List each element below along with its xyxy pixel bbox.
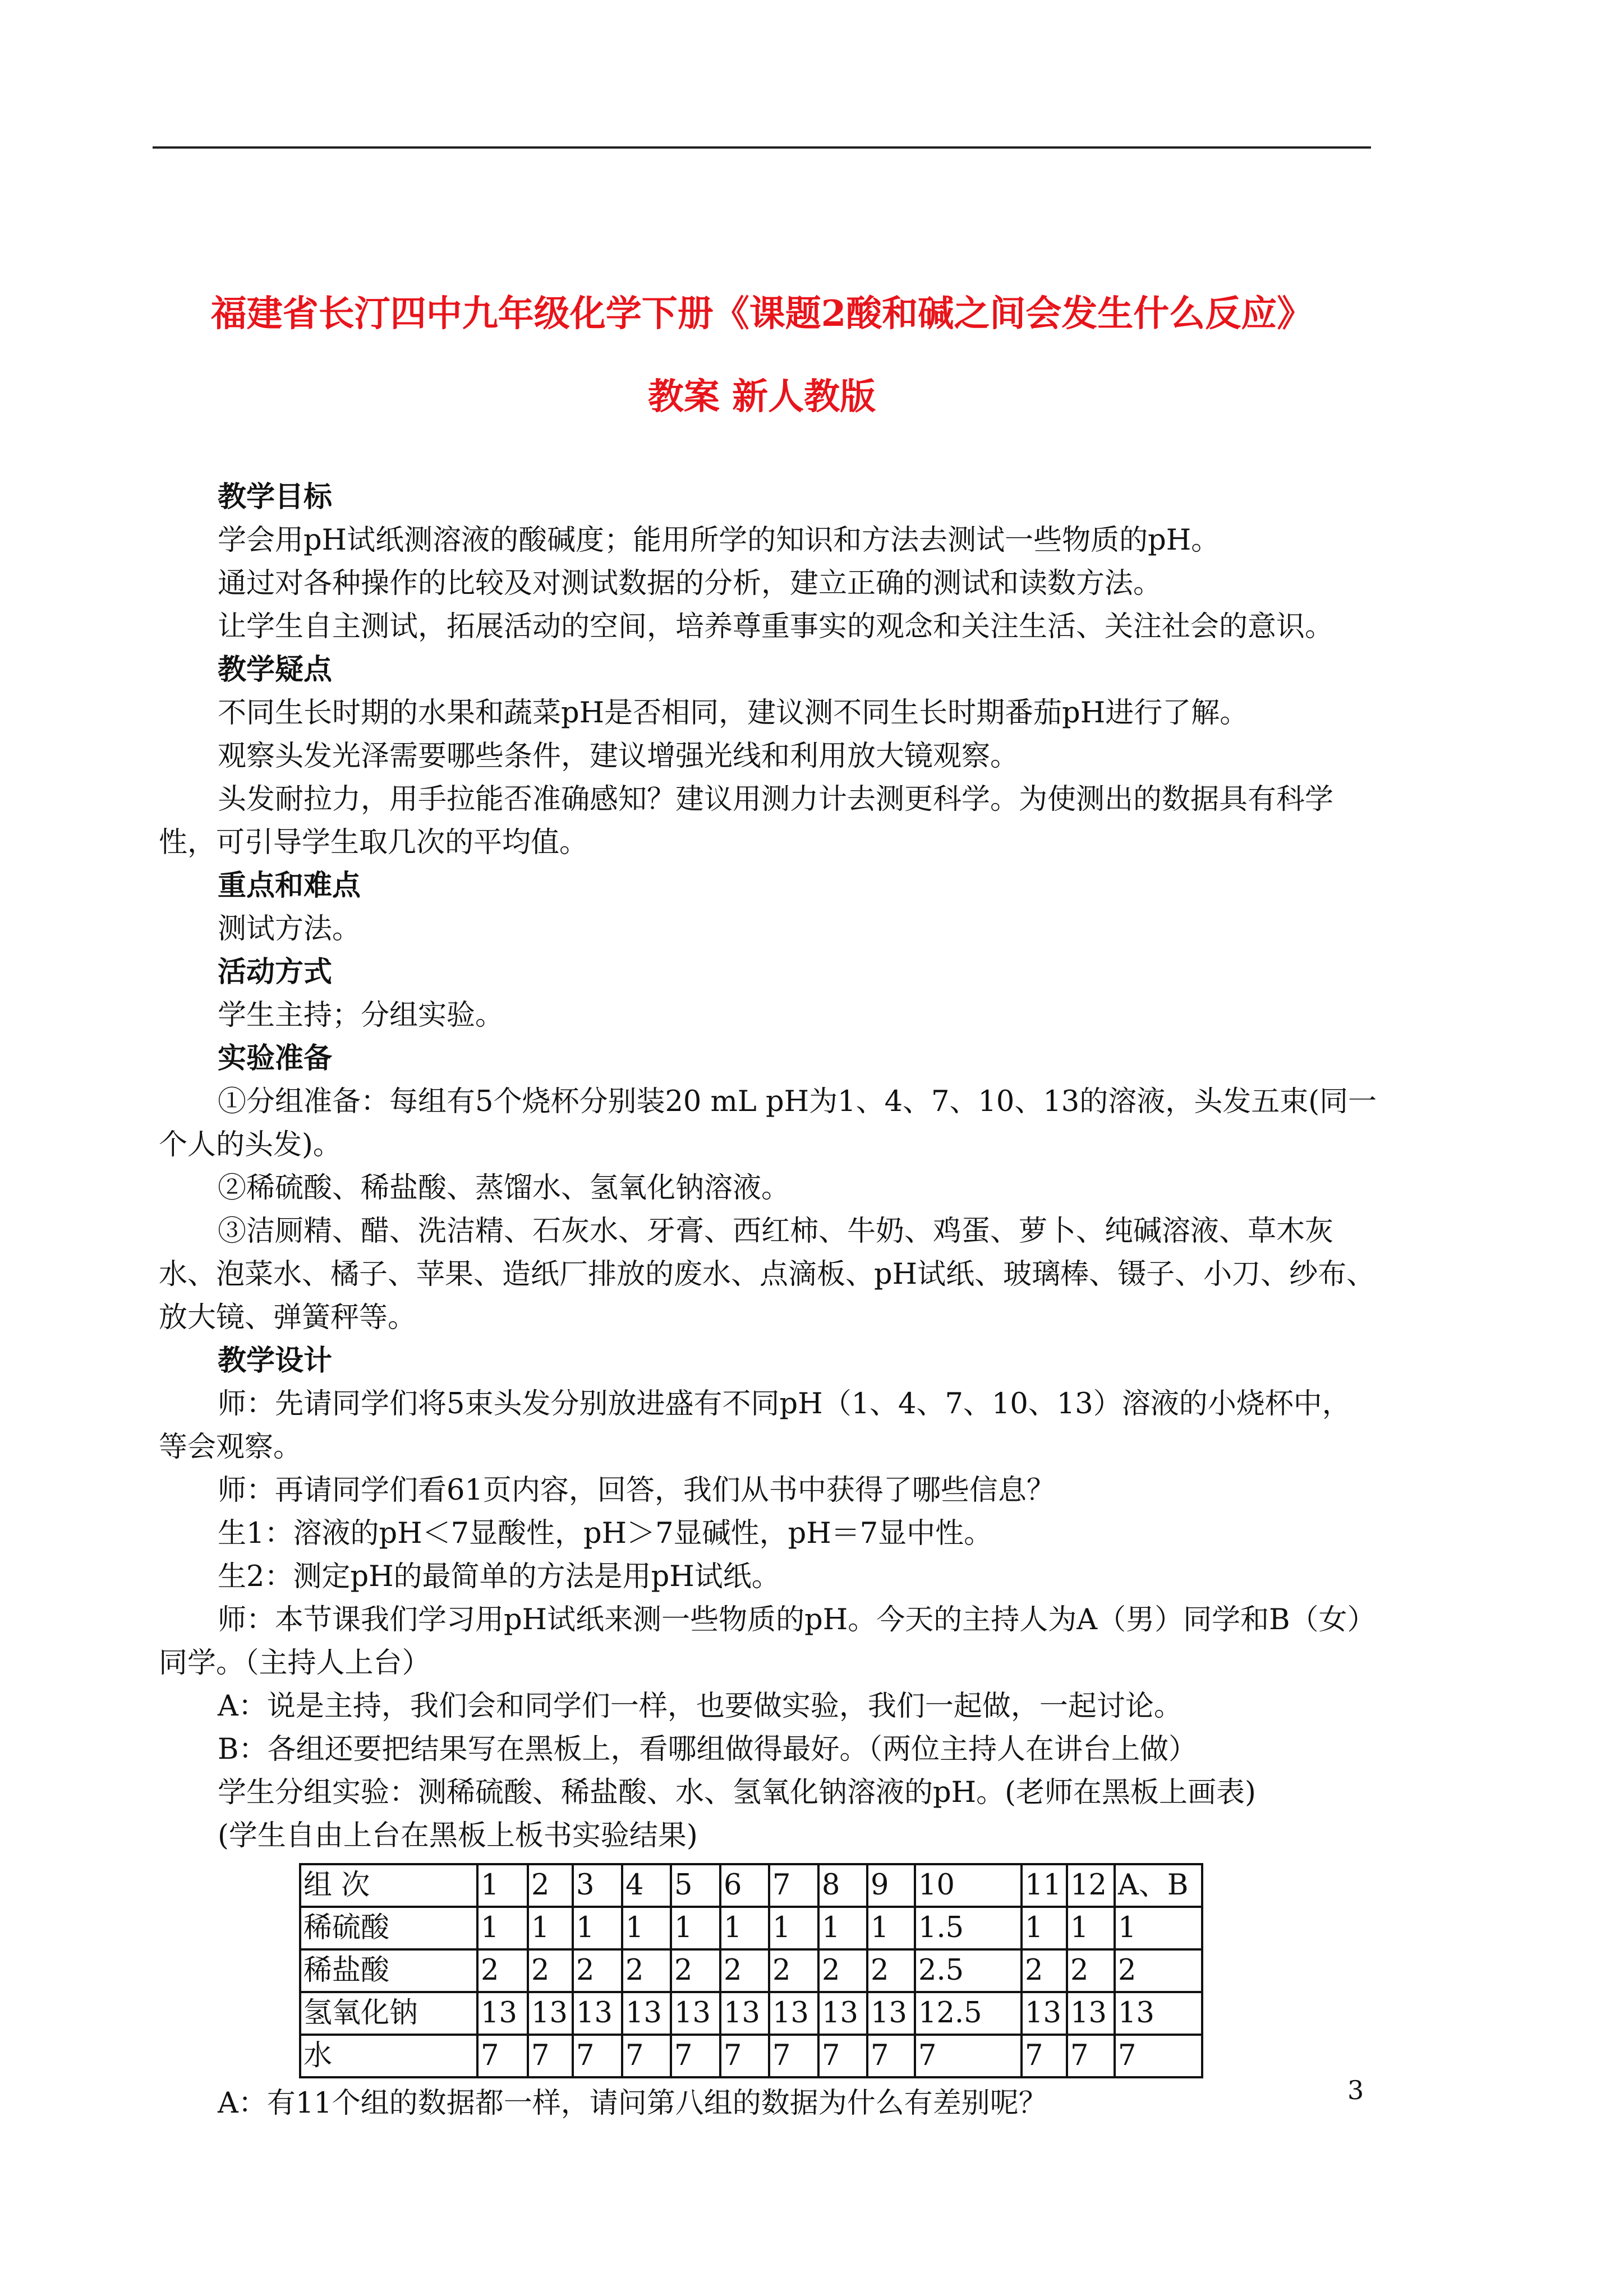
table-header-row bbox=[300, 1864, 1202, 1907]
table-cell: 9 bbox=[867, 1864, 915, 1907]
table-cell: 13 bbox=[671, 1992, 720, 2035]
table-cell: 7 bbox=[1067, 2035, 1115, 2077]
paragraph: 测试方法。 bbox=[218, 912, 361, 946]
table-cell: 7 bbox=[622, 2035, 671, 2077]
table-cell: 1 bbox=[818, 1907, 867, 1949]
table-cell: 2 bbox=[1022, 1949, 1067, 1992]
table-cell: 8 bbox=[818, 1864, 867, 1907]
table-cell: 7 bbox=[1115, 2035, 1202, 2077]
paragraph: 让学生自主测试，拓展活动的空间，培养尊重事实的观念和关注生活、关注社会的意识。 bbox=[218, 610, 1334, 643]
table-cell: 7 bbox=[915, 2035, 1022, 2077]
table-cell: 7 bbox=[573, 2035, 622, 2077]
table-cell: 2 bbox=[769, 1949, 818, 1992]
paragraph: ③洁厕精、醋、洗洁精、石灰水、牙膏、西红柿、牛奶、鸡蛋、萝卜、纯碱溶液、草木灰水、泡菜水、橘子、苹果、造纸厂排放的废水、点滴板、pH试纸、玻璃棒、镊子、小刀、纱布、放大镜、弹簧秤等。 bbox=[159, 1215, 1375, 1334]
paragraph: A：说是主持，我们会和同学们一样，也要做实验，我们一起做，一起讨论。 bbox=[218, 1690, 1183, 1723]
table-cell: A、B bbox=[1115, 1864, 1202, 1907]
table-cell: 稀硫酸 bbox=[300, 1907, 477, 1949]
table-cell: 13 bbox=[1067, 1992, 1115, 2035]
table-cell: 1 bbox=[769, 1907, 818, 1949]
paragraph: 观察头发光泽需要哪些条件，建议增强光线和利用放大镜观察。 bbox=[218, 740, 1019, 773]
table-cell: 2 bbox=[622, 1949, 671, 1992]
table-cell: 7 bbox=[720, 2035, 769, 2077]
section-heading-keypoints: 重点和难点 bbox=[218, 869, 361, 902]
table-cell: 2 bbox=[671, 1949, 720, 1992]
table-cell: 12.5 bbox=[915, 1992, 1022, 2035]
table-caption: (学生自由上台在黑板上板书实验结果) bbox=[218, 1819, 698, 1852]
table-cell: 2 bbox=[573, 1949, 622, 1992]
table-cell: 1 bbox=[573, 1907, 622, 1949]
paragraph: ②稀硫酸、稀盐酸、蒸馏水、氢氧化钠溶液。 bbox=[218, 1172, 790, 1205]
paragraph: 学生分组实验：测稀硫酸、稀盐酸、水、氢氧化钠溶液的pH。(老师在黑板上画表) bbox=[218, 1776, 1256, 1809]
header-rule bbox=[153, 146, 1371, 149]
table-row bbox=[300, 1949, 1202, 1992]
table-cell: 7 bbox=[477, 2035, 528, 2077]
table-cell: 10 bbox=[915, 1864, 1022, 1907]
table-cell: 13 bbox=[769, 1992, 818, 2035]
table-cell: 12 bbox=[1067, 1864, 1115, 1907]
table-cell: 2 bbox=[528, 1864, 573, 1907]
table-cell: 13 bbox=[573, 1992, 622, 2035]
table-cell: 13 bbox=[720, 1992, 769, 2035]
paragraph: 不同生长时期的水果和蔬菜pH是否相同，建议测不同生长时期番茄pH进行了解。 bbox=[218, 697, 1249, 730]
section-heading-activity: 活动方式 bbox=[218, 955, 333, 989]
table-cell: 1 bbox=[671, 1907, 720, 1949]
paragraph: ①分组准备：每组有5个烧杯分别装20 mL pH为1、4、7、10、13的溶液，头发五束(同一个人的头发)。 bbox=[159, 1085, 1377, 1161]
table-cell: 7 bbox=[769, 2035, 818, 2077]
table-cell: 7 bbox=[528, 2035, 573, 2077]
section-heading-design: 教学设计 bbox=[218, 1344, 333, 1377]
table-cell: 1 bbox=[477, 1907, 528, 1949]
table-cell: 氢氧化钠 bbox=[300, 1992, 477, 2035]
paragraph: 学生主持；分组实验。 bbox=[218, 999, 504, 1032]
paragraph: 生1：溶液的pH＜7显酸性，pH＞7显碱性，pH＝7显中性。 bbox=[218, 1517, 993, 1550]
paragraph: 师：本节课我们学习用pH试纸来测一些物质的pH。今天的主持人为A（男）同学和B（女）同学。（主持人上台） bbox=[159, 1603, 1376, 1680]
table-cell: 7 bbox=[867, 2035, 915, 2077]
table-cell: 13 bbox=[622, 1992, 671, 2035]
table-cell: 13 bbox=[1115, 1992, 1202, 2035]
table-cell: 6 bbox=[720, 1864, 769, 1907]
table-cell: 1 bbox=[720, 1907, 769, 1949]
table-cell: 1 bbox=[622, 1907, 671, 1949]
table-cell: 2 bbox=[1115, 1949, 1202, 1992]
table-cell: 2 bbox=[720, 1949, 769, 1992]
paragraph: 通过对各种操作的比较及对测试数据的分析，建立正确的测试和读数方法。 bbox=[218, 567, 1162, 600]
section-heading-goals: 教学目标 bbox=[218, 480, 333, 514]
paragraph: 生2：测定pH的最简单的方法是用pH试纸。 bbox=[218, 1560, 780, 1593]
table-cell: 1 bbox=[528, 1907, 573, 1949]
table-cell: 5 bbox=[671, 1864, 720, 1907]
document-title-line-1: 福建省长汀四中九年级化学下册《课题2酸和碱之间会发生什么反应》 bbox=[210, 293, 1313, 335]
table-cell: 2 bbox=[528, 1949, 573, 1992]
table-cell: 13 bbox=[867, 1992, 915, 2035]
table-cell: 2 bbox=[1067, 1949, 1115, 1992]
table-cell: 7 bbox=[671, 2035, 720, 2077]
table-cell: 13 bbox=[477, 1992, 528, 2035]
table-cell: 1 bbox=[1022, 1907, 1067, 1949]
table-cell: 4 bbox=[622, 1864, 671, 1907]
table-cell: 1.5 bbox=[915, 1907, 1022, 1949]
page-number: 3 bbox=[1347, 2075, 1364, 2105]
table-row bbox=[300, 1907, 1202, 1949]
paragraph-after-table: A：有11个组的数据都一样，请问第八组的数据为什么有差别呢？ bbox=[218, 2087, 1047, 2120]
table-cell: 2 bbox=[867, 1949, 915, 1992]
table-cell: 7 bbox=[1022, 2035, 1067, 2077]
results-table bbox=[299, 1863, 1203, 2078]
table-cell: 2 bbox=[818, 1949, 867, 1992]
paragraph: 学会用pH试纸测溶液的酸碱度；能用所学的知识和方法去测试一些物质的pH。 bbox=[218, 524, 1220, 557]
section-heading-preparation: 实验准备 bbox=[218, 1041, 333, 1075]
table-cell: 11 bbox=[1022, 1864, 1067, 1907]
table-row bbox=[300, 1992, 1202, 2035]
table-cell: 1 bbox=[1115, 1907, 1202, 1949]
table-cell: 水 bbox=[300, 2035, 477, 2077]
table-cell: 13 bbox=[528, 1992, 573, 2035]
table-cell: 3 bbox=[573, 1864, 622, 1907]
table-cell: 稀盐酸 bbox=[300, 1949, 477, 1992]
table-cell: 13 bbox=[1022, 1992, 1067, 2035]
table-cell: 2.5 bbox=[915, 1949, 1022, 1992]
table-cell: 7 bbox=[769, 1864, 818, 1907]
paragraph: 头发耐拉力，用手拉能否准确感知？建议用测力计去测更科学。为使测出的数据具有科学性，可引导学生取几次的平均值。 bbox=[159, 783, 1334, 859]
table-cell: 13 bbox=[818, 1992, 867, 2035]
table-cell: 2 bbox=[477, 1949, 528, 1992]
table-cell: 1 bbox=[477, 1864, 528, 1907]
document-title-line-2: 教案 新人教版 bbox=[647, 376, 876, 418]
paragraph: 师：先请同学们将5束头发分别放进盛有不同pH（1、4、7、10、13）溶液的小烧杯中，等会观察。 bbox=[159, 1387, 1351, 1464]
table-cell: 1 bbox=[867, 1907, 915, 1949]
document-body bbox=[159, 476, 1377, 2125]
paragraph: B：各组还要把结果写在黑板上，看哪组做得最好。（两位主持人在讲台上做） bbox=[218, 1733, 1197, 1766]
table-cell: 7 bbox=[818, 2035, 867, 2077]
table-cell: 1 bbox=[1067, 1907, 1115, 1949]
table-row bbox=[300, 2035, 1202, 2077]
paragraph: 师：再请同学们看61页内容，回答，我们从书中获得了哪些信息？ bbox=[218, 1474, 1055, 1507]
section-heading-difficulties: 教学疑点 bbox=[218, 653, 333, 686]
table-cell: 组 次 bbox=[300, 1864, 477, 1907]
